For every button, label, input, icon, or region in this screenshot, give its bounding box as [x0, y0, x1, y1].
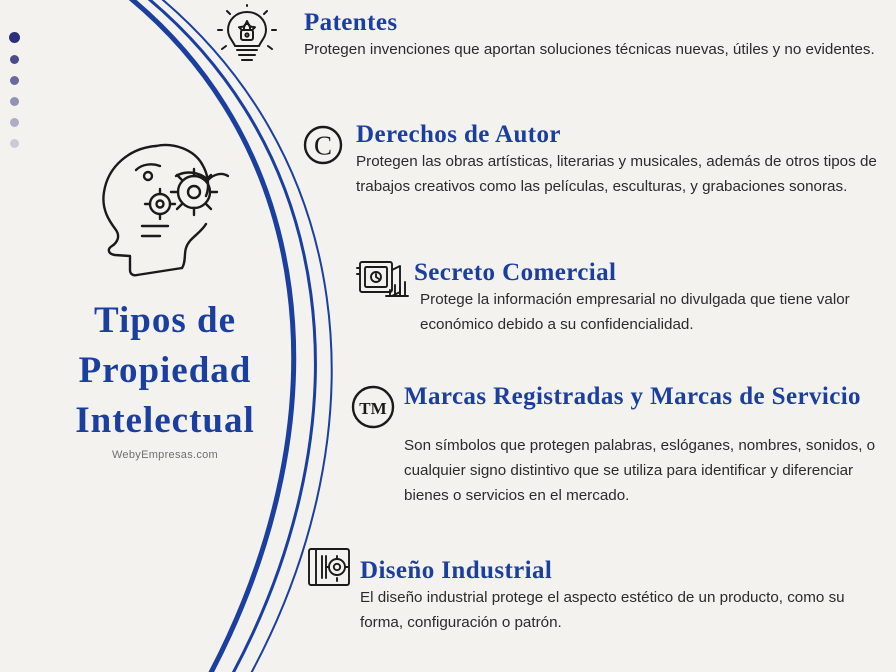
lightbulb-idea-icon [214, 4, 280, 70]
dot-column [4, 32, 24, 160]
section-derechos-de-autor [356, 120, 896, 199]
dot-6 [10, 139, 19, 148]
dot-1 [9, 32, 20, 43]
head-gear-icon [90, 130, 240, 280]
dot-4 [10, 97, 19, 106]
section-diseno-industrial [360, 556, 880, 635]
section-title-derechos-de-autor: Derechos de Autor [356, 121, 561, 148]
svg-text:TM: TM [359, 399, 387, 418]
page-title [10, 296, 320, 446]
dot-3 [10, 76, 19, 85]
safe-lock-chart-icon [356, 258, 412, 308]
section-secreto-comercial [414, 258, 884, 337]
blueprint-design-icon [304, 544, 354, 590]
dot-2 [10, 55, 19, 64]
section-title-secreto-comercial: Secreto Comercial [414, 259, 617, 286]
section-title-patentes: Patentes [304, 9, 398, 36]
section-title-marcas-registradas: Marcas Registradas y Marcas de Servicio [404, 383, 861, 410]
page-title-line-3: Intelectual [75, 400, 255, 441]
dot-5 [10, 118, 19, 127]
section-title-diseno-industrial: Diseño Industrial [360, 557, 553, 584]
section-body-secreto-comercial: Protege la información empresarial no divulgada que tiene valor económico debido a su confidencialidad. [420, 291, 850, 333]
section-body-diseno-industrial: El diseño industrial protege el aspecto estético de un producto, como su forma, configuración o patrón. [360, 589, 845, 631]
brand-credit: WebyEmpresas.com [111, 449, 219, 461]
copyright-icon [302, 124, 344, 166]
section-marcas-registradas [404, 382, 884, 508]
section-body-patentes: Protegen invenciones que aportan soluciones técnicas nuevas, útiles y no evidentes. [304, 41, 875, 58]
page-title-line-1: Tipos de [93, 300, 237, 341]
svg-text:C: C [313, 130, 333, 161]
page-title-line-2: Propiedad [78, 350, 252, 391]
trademark-icon [350, 384, 396, 430]
section-body-derechos-de-autor: Protegen las obras artísticas, literarias y musicales, además de otros tipos de trabajos creativos como las películas, esculturas, y grabaciones sonoras. [356, 153, 877, 195]
section-body-marcas-registradas: Son símbolos que protegen palabras, eslóganes, nombres, sonidos, o cualquier signo distintivo que se utiliza para identificar y diferenciar bienes o servicios en el mercado. [404, 437, 876, 504]
section-patentes [304, 8, 884, 62]
